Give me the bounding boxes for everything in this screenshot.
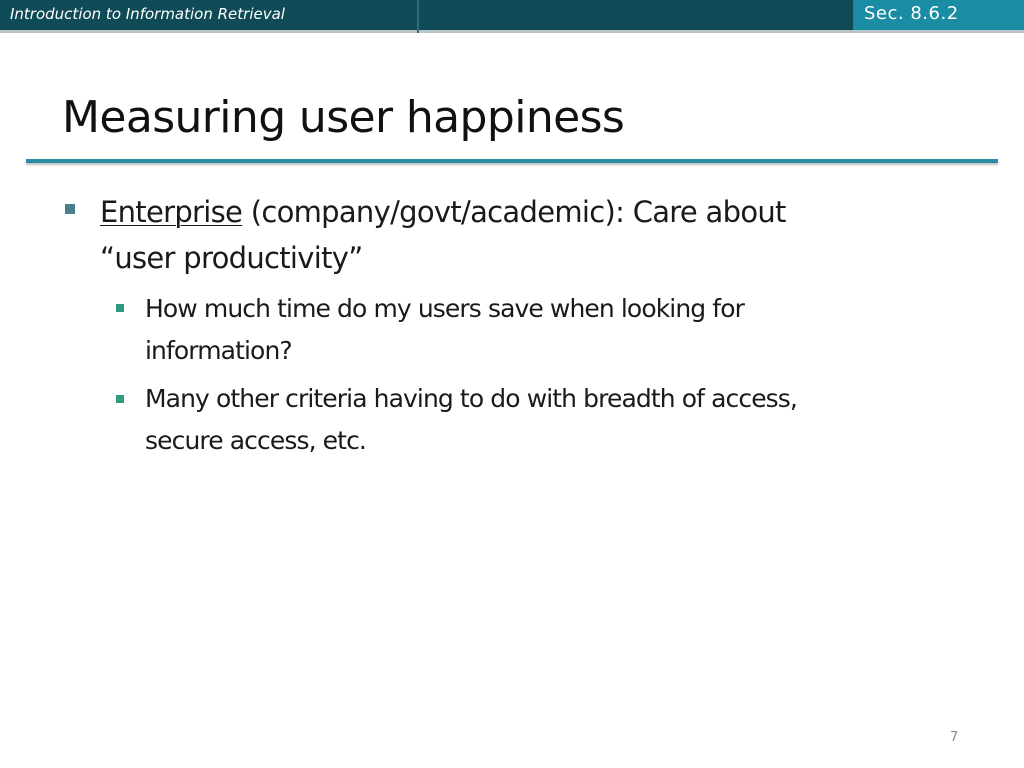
- sub-bullet-line1: How much time do my users save when looking for: [145, 294, 744, 323]
- course-title: Introduction to Information Retrieval: [10, 5, 285, 23]
- slide-title: Measuring user happiness: [62, 92, 625, 143]
- header-divider: [417, 0, 419, 33]
- bullet-enterprise: [100, 189, 980, 281]
- bullet-square-icon: [65, 204, 75, 214]
- sub-bullet-line2: information?: [145, 336, 292, 365]
- sub-bullet-line2: secure access, etc.: [145, 426, 366, 455]
- page-number: 7: [950, 730, 959, 745]
- sub-bullet-square-icon: [116, 395, 124, 403]
- sub-bullet-line1: Many other criteria having to do with breadth of access,: [145, 384, 797, 413]
- enterprise-term: Enterprise: [100, 195, 243, 229]
- section-tag: [853, 0, 1024, 33]
- sub-bullet-square-icon: [116, 304, 124, 312]
- sub-bullet-other-criteria: [145, 378, 945, 462]
- sub-bullet-time-saved: [145, 288, 945, 372]
- bullet-line2: “user productivity”: [100, 241, 363, 275]
- title-underline-rule: [26, 159, 998, 163]
- section-label: Sec. 8.6.2: [864, 3, 959, 24]
- bullet-line1-rest: (company/govt/academic): Care about: [242, 195, 786, 229]
